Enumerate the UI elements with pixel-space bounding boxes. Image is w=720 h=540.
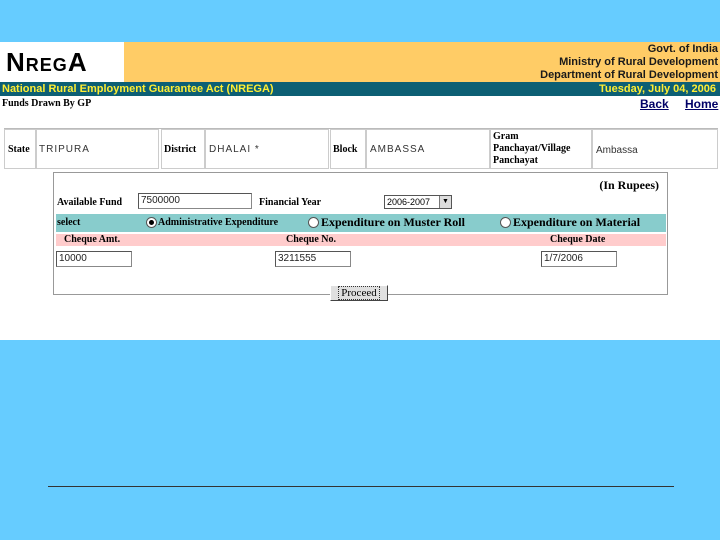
district-label: District (164, 144, 197, 155)
option-administrative-label[interactable]: Administrative Expenditure (158, 217, 279, 228)
col-cheque-no: Cheque No. (286, 234, 337, 245)
act-title-bar (0, 82, 720, 96)
col-cheque-amt: Cheque Amt. (64, 234, 121, 245)
financial-year-select[interactable] (384, 195, 452, 209)
location-row (4, 128, 718, 169)
select-label: select (57, 217, 81, 228)
current-date: Tuesday, July 04, 2006 (599, 83, 716, 95)
financial-year-label: Financial Year (259, 197, 322, 208)
nrega-logo: NREGA (0, 42, 124, 82)
page-title: Funds Drawn By GP (2, 98, 92, 109)
gp-value-cell (592, 129, 718, 169)
financial-year-value: 2006-2007 (387, 197, 431, 207)
dropdown-arrow-icon[interactable]: ▼ (439, 196, 451, 208)
expenditure-type-row (56, 214, 666, 232)
district-value: DHALAI * (209, 144, 260, 155)
gp-label (493, 131, 570, 167)
option-material-label[interactable]: Expenditure on Material (513, 215, 641, 229)
gp-value: Ambassa (596, 145, 638, 156)
fund-panel (53, 172, 668, 299)
back-link[interactable]: Back (640, 97, 669, 111)
block-label: Block (333, 144, 358, 155)
cheque-number-input[interactable]: 3211555 (275, 251, 351, 267)
govt-line: Govt. of India (647, 43, 718, 55)
proceed-label: Proceed (338, 286, 379, 300)
ministry-block (540, 43, 718, 82)
gp-label-line-3: Panchayat (493, 155, 538, 166)
option-muster-roll-label[interactable]: Expenditure on Muster Roll (321, 215, 465, 229)
radio-material[interactable] (500, 217, 511, 228)
available-fund-label: Available Fund (57, 197, 123, 208)
radio-administrative[interactable] (146, 217, 157, 228)
currency-unit: (In Rupees) (599, 178, 659, 192)
department-line: Department of Rural Development (540, 69, 718, 81)
gp-label-line-2: Panchayat/Village (493, 143, 571, 154)
state-value-cell (36, 129, 159, 169)
home-link[interactable]: Home (685, 97, 719, 111)
col-cheque-date: Cheque Date (550, 234, 606, 245)
state-label: State (8, 144, 30, 155)
cheque-amount-input[interactable]: 10000 (56, 251, 132, 267)
cheque-date-input[interactable]: 1/7/2006 (541, 251, 617, 267)
block-value: AMBASSA (370, 144, 426, 155)
state-value: TRIPURA (39, 144, 90, 155)
radio-muster-roll[interactable] (308, 217, 319, 228)
nav-row (0, 96, 720, 112)
cheque-header-row (56, 234, 666, 246)
gp-label-line-1: Gram (493, 131, 519, 142)
proceed-button[interactable] (330, 285, 388, 301)
header-banner (0, 42, 720, 82)
district-value-cell (205, 129, 329, 169)
available-fund-input[interactable]: 7500000 (138, 193, 252, 209)
ministry-line: Ministry of Rural Development (559, 56, 718, 68)
state-label-cell (4, 129, 36, 169)
block-value-cell (366, 129, 490, 169)
slide-divider (48, 486, 674, 487)
block-label-cell (330, 129, 366, 169)
gp-label-cell (490, 129, 592, 169)
act-title: National Rural Employment Guarantee Act (NREGA) (2, 83, 274, 95)
district-label-cell (161, 129, 205, 169)
nrega-window (0, 42, 720, 340)
